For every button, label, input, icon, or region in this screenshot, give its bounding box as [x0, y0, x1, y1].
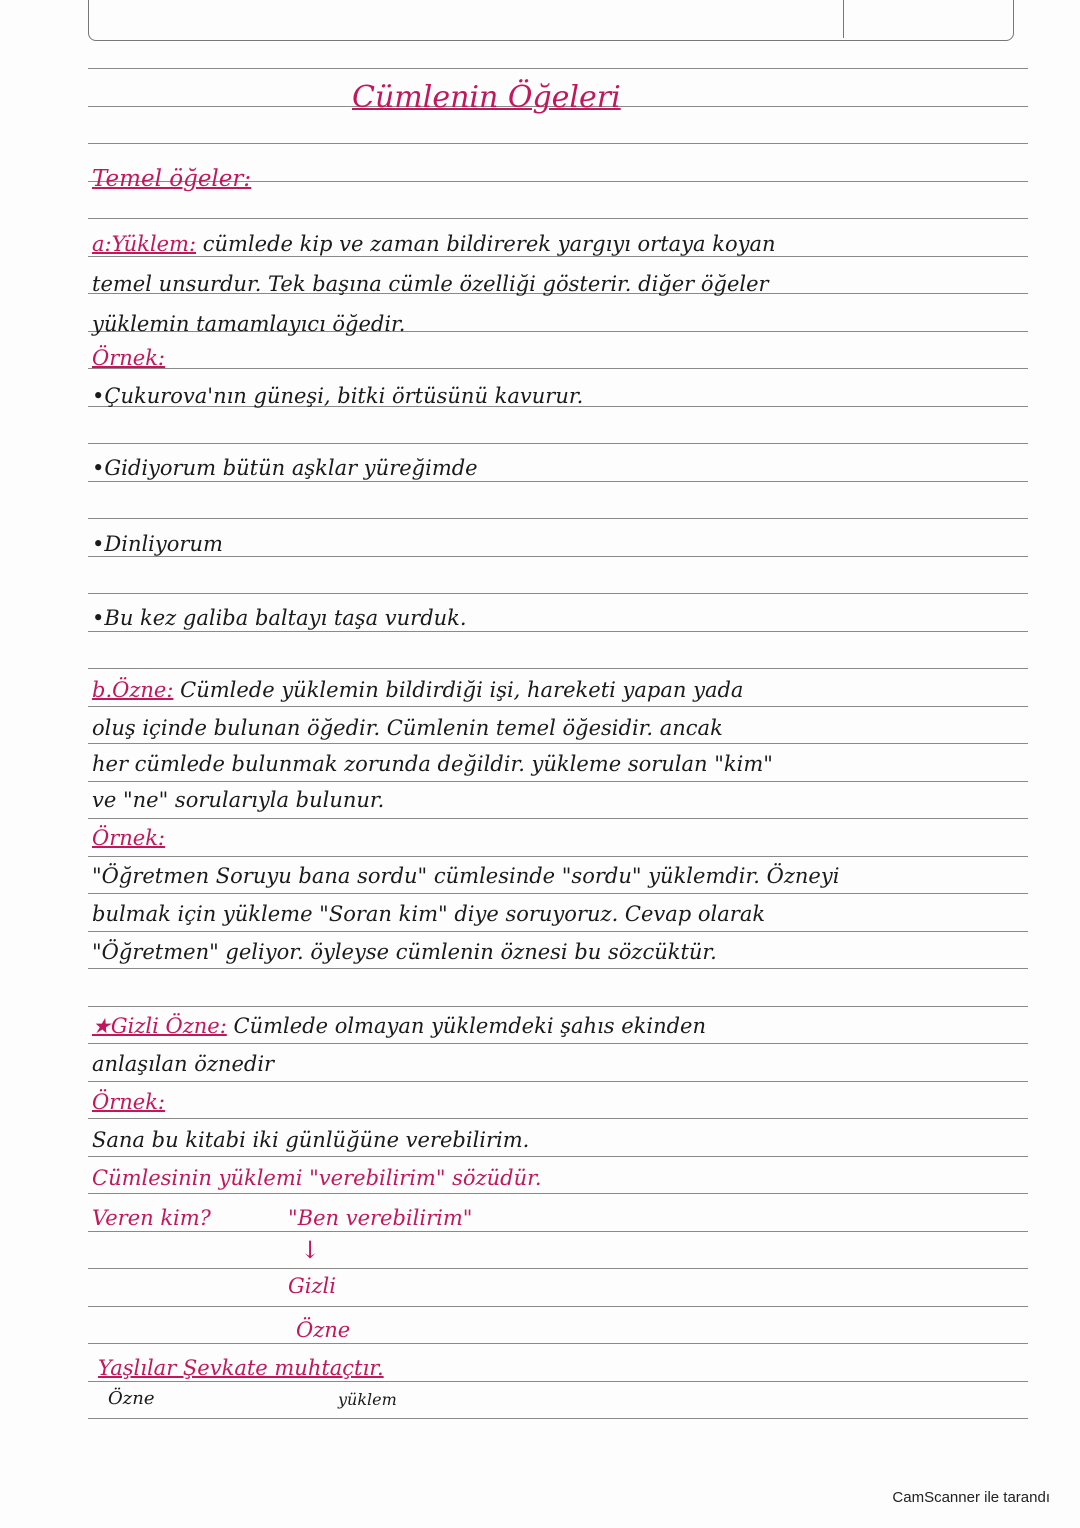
ruled-line: [88, 1081, 1028, 1082]
top-box: [88, 0, 1014, 41]
ozne-example-2: bulmak için yükleme "Soran kim" diye soruyoruz. Cevap olarak: [92, 902, 766, 926]
final-yuklem-tag: yüklem: [338, 1390, 397, 1409]
final-sentence: Yaşlılar Şevkate muhtaçtır.: [98, 1356, 384, 1380]
ruled-line: [88, 668, 1028, 669]
gizli-example-1: Sana bu kitabi iki günlüğüne verebilirim.: [92, 1128, 530, 1152]
ruled-line: [88, 931, 1028, 932]
ruled-line: [88, 1006, 1028, 1007]
ruled-line: [88, 856, 1028, 857]
ozne-line2: oluş içinde bulunan öğedir. Cümlenin temel öğesidir. ancak: [92, 716, 723, 740]
ozne-example-3: "Öğretmen" geliyor. öyleyse cümlenin öznesi bu sözcüktür.: [92, 940, 717, 964]
page-title: Cümlenin Öğeleri: [352, 80, 621, 115]
ruled-line: [88, 743, 1028, 744]
ruled-line: [88, 1231, 1028, 1232]
ruled-line: [88, 481, 1028, 482]
ruled-line: [88, 218, 1028, 219]
top-box-divider: [843, 0, 844, 38]
ruled-line: [88, 593, 1028, 594]
yuklem-line1: [92, 232, 776, 256]
yuklem-example-3: •Dinliyorum: [92, 532, 223, 556]
ruled-line: [88, 556, 1028, 557]
ruled-line: [88, 143, 1028, 144]
yuklem-example-4: •Bu kez galiba baltayı taşa vurduk.: [92, 606, 467, 630]
ruled-line: [88, 68, 1028, 69]
ruled-line: [88, 443, 1028, 444]
yuklem-line2: temel unsurdur. Tek başına cümle özelliği gösterir. diğer öğeler: [92, 272, 769, 296]
ruled-line: [88, 368, 1028, 369]
yuklem-line3: yüklemin tamamlayıcı öğedir.: [92, 312, 406, 336]
ruled-line: [88, 818, 1028, 819]
ruled-line: [88, 1118, 1028, 1119]
gizli-text1: Cümlede olmayan yüklemdeki şahıs ekinden: [233, 1014, 707, 1038]
final-ozne-tag: Özne: [108, 1388, 155, 1409]
ozne-ornek: Örnek:: [92, 826, 166, 850]
yuklem-text1: cümlede kip ve zaman bildirerek yargıyı ortaya koyan: [202, 232, 776, 256]
gizli-label: ★Gizli Özne:: [92, 1014, 227, 1038]
yuklem-example-1: •Çukurova'nın güneşi, bitki örtüsünü kavurur.: [92, 384, 584, 408]
ruled-line: [88, 1418, 1028, 1419]
heading-temel: Temel öğeler:: [92, 166, 252, 192]
down-arrow-icon: ↓: [300, 1236, 321, 1264]
ozne-text1: Cümlede yüklemin bildirdiği işi, hareketi yapan yada: [180, 678, 744, 702]
ruled-line: [88, 518, 1028, 519]
ruled-line: [88, 781, 1028, 782]
ruled-line: [88, 631, 1028, 632]
gizli-example-3b: "Ben verebilirim": [288, 1206, 473, 1230]
ruled-line: [88, 1193, 1028, 1194]
ruled-line: [88, 1343, 1028, 1344]
ozne-line1: [92, 678, 743, 702]
ruled-line: [88, 1156, 1028, 1157]
gizli-word: Gizli: [288, 1274, 336, 1298]
ruled-line: [88, 706, 1028, 707]
ruled-line: [88, 256, 1028, 257]
yuklem-example-2: •Gidiyorum bütün aşklar yüreğimde: [92, 456, 478, 480]
ruled-line: [88, 893, 1028, 894]
ozne-line3: her cümlede bulunmak zorunda değildir. yükleme sorulan "kim": [92, 752, 773, 776]
gizli-line1: [92, 1014, 706, 1038]
yuklem-label: a:Yüklem:: [92, 232, 197, 256]
ruled-line: [88, 1043, 1028, 1044]
ruled-line: [88, 968, 1028, 969]
gizli-example-2: Cümlesinin yüklemi "verebilirim" sözüdür.: [92, 1166, 542, 1190]
gizli-example-3a: Veren kim?: [92, 1206, 211, 1230]
gizli-ornek: Örnek:: [92, 1090, 166, 1114]
ozne-line4: ve "ne" sorularıyla bulunur.: [92, 788, 385, 812]
ruled-line: [88, 1306, 1028, 1307]
ozne-example-1: "Öğretmen Soruyu bana sordu" cümlesinde "sordu" yüklemdir. Özneyi: [92, 864, 840, 888]
gizli-line2: anlaşılan öznedir: [92, 1052, 275, 1076]
ozne-label: b.Özne:: [92, 678, 174, 702]
yuklem-ornek: Örnek:: [92, 346, 166, 370]
ozne-word: Özne: [296, 1318, 351, 1342]
ruled-line: [88, 1268, 1028, 1269]
scanner-watermark: CamScanner ile tarandı: [892, 1489, 1050, 1506]
ruled-line: [88, 1381, 1028, 1382]
